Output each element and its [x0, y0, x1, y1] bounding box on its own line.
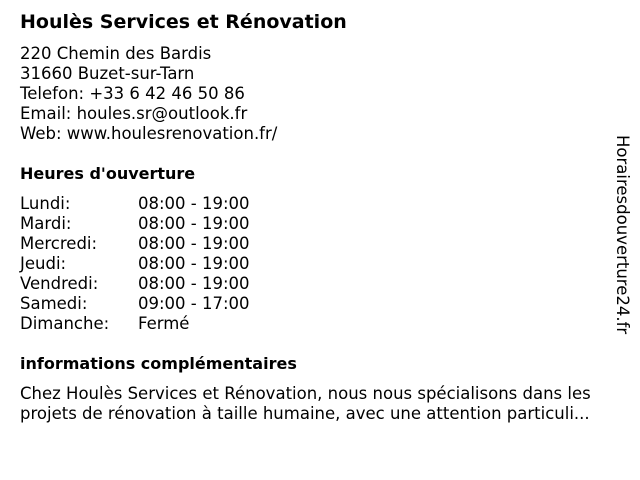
time-value: 08:00 - 19:00	[138, 274, 250, 293]
day-label: Mercredi:	[20, 234, 98, 253]
address-city: 31660 Buzet-sur-Tarn	[20, 64, 195, 83]
business-name: Houlès Services et Rénovation	[20, 11, 347, 33]
info-line: Chez Houlès Services et Rénovation, nous nous spécialisons dans les	[20, 384, 591, 403]
day-label: Samedi:	[20, 294, 88, 313]
additional-info-text	[20, 384, 625, 424]
time-value: 08:00 - 19:00	[138, 234, 250, 253]
opening-hours-heading: Heures d'ouverture	[20, 164, 196, 183]
additional-info-heading: informations complémentaires	[20, 354, 297, 373]
time-value: 08:00 - 19:00	[138, 214, 250, 233]
day-label: Jeudi:	[20, 254, 67, 273]
phone-number[interactable]: Telefon: +33 6 42 46 50 86	[20, 84, 245, 103]
website-link[interactable]: Web: www.houlesrenovation.fr/	[20, 124, 278, 143]
site-watermark: Horairesdouverture24.fr	[613, 135, 632, 335]
contact-block	[20, 44, 277, 144]
time-value: 08:00 - 19:00	[138, 194, 250, 213]
email-address[interactable]: Email: houles.sr@outlook.fr	[20, 104, 248, 123]
info-line: projets de rénovation à taille humaine, avec une attention particuli...	[20, 404, 590, 423]
day-label: Dimanche:	[20, 314, 110, 333]
time-value: Fermé	[138, 314, 190, 333]
address-street: 220 Chemin des Bardis	[20, 44, 212, 63]
time-value: 08:00 - 19:00	[138, 254, 250, 273]
day-label: Lundi:	[20, 194, 71, 213]
day-label: Mardi:	[20, 214, 72, 233]
day-label: Vendredi:	[20, 274, 99, 293]
time-value: 09:00 - 17:00	[138, 294, 250, 313]
